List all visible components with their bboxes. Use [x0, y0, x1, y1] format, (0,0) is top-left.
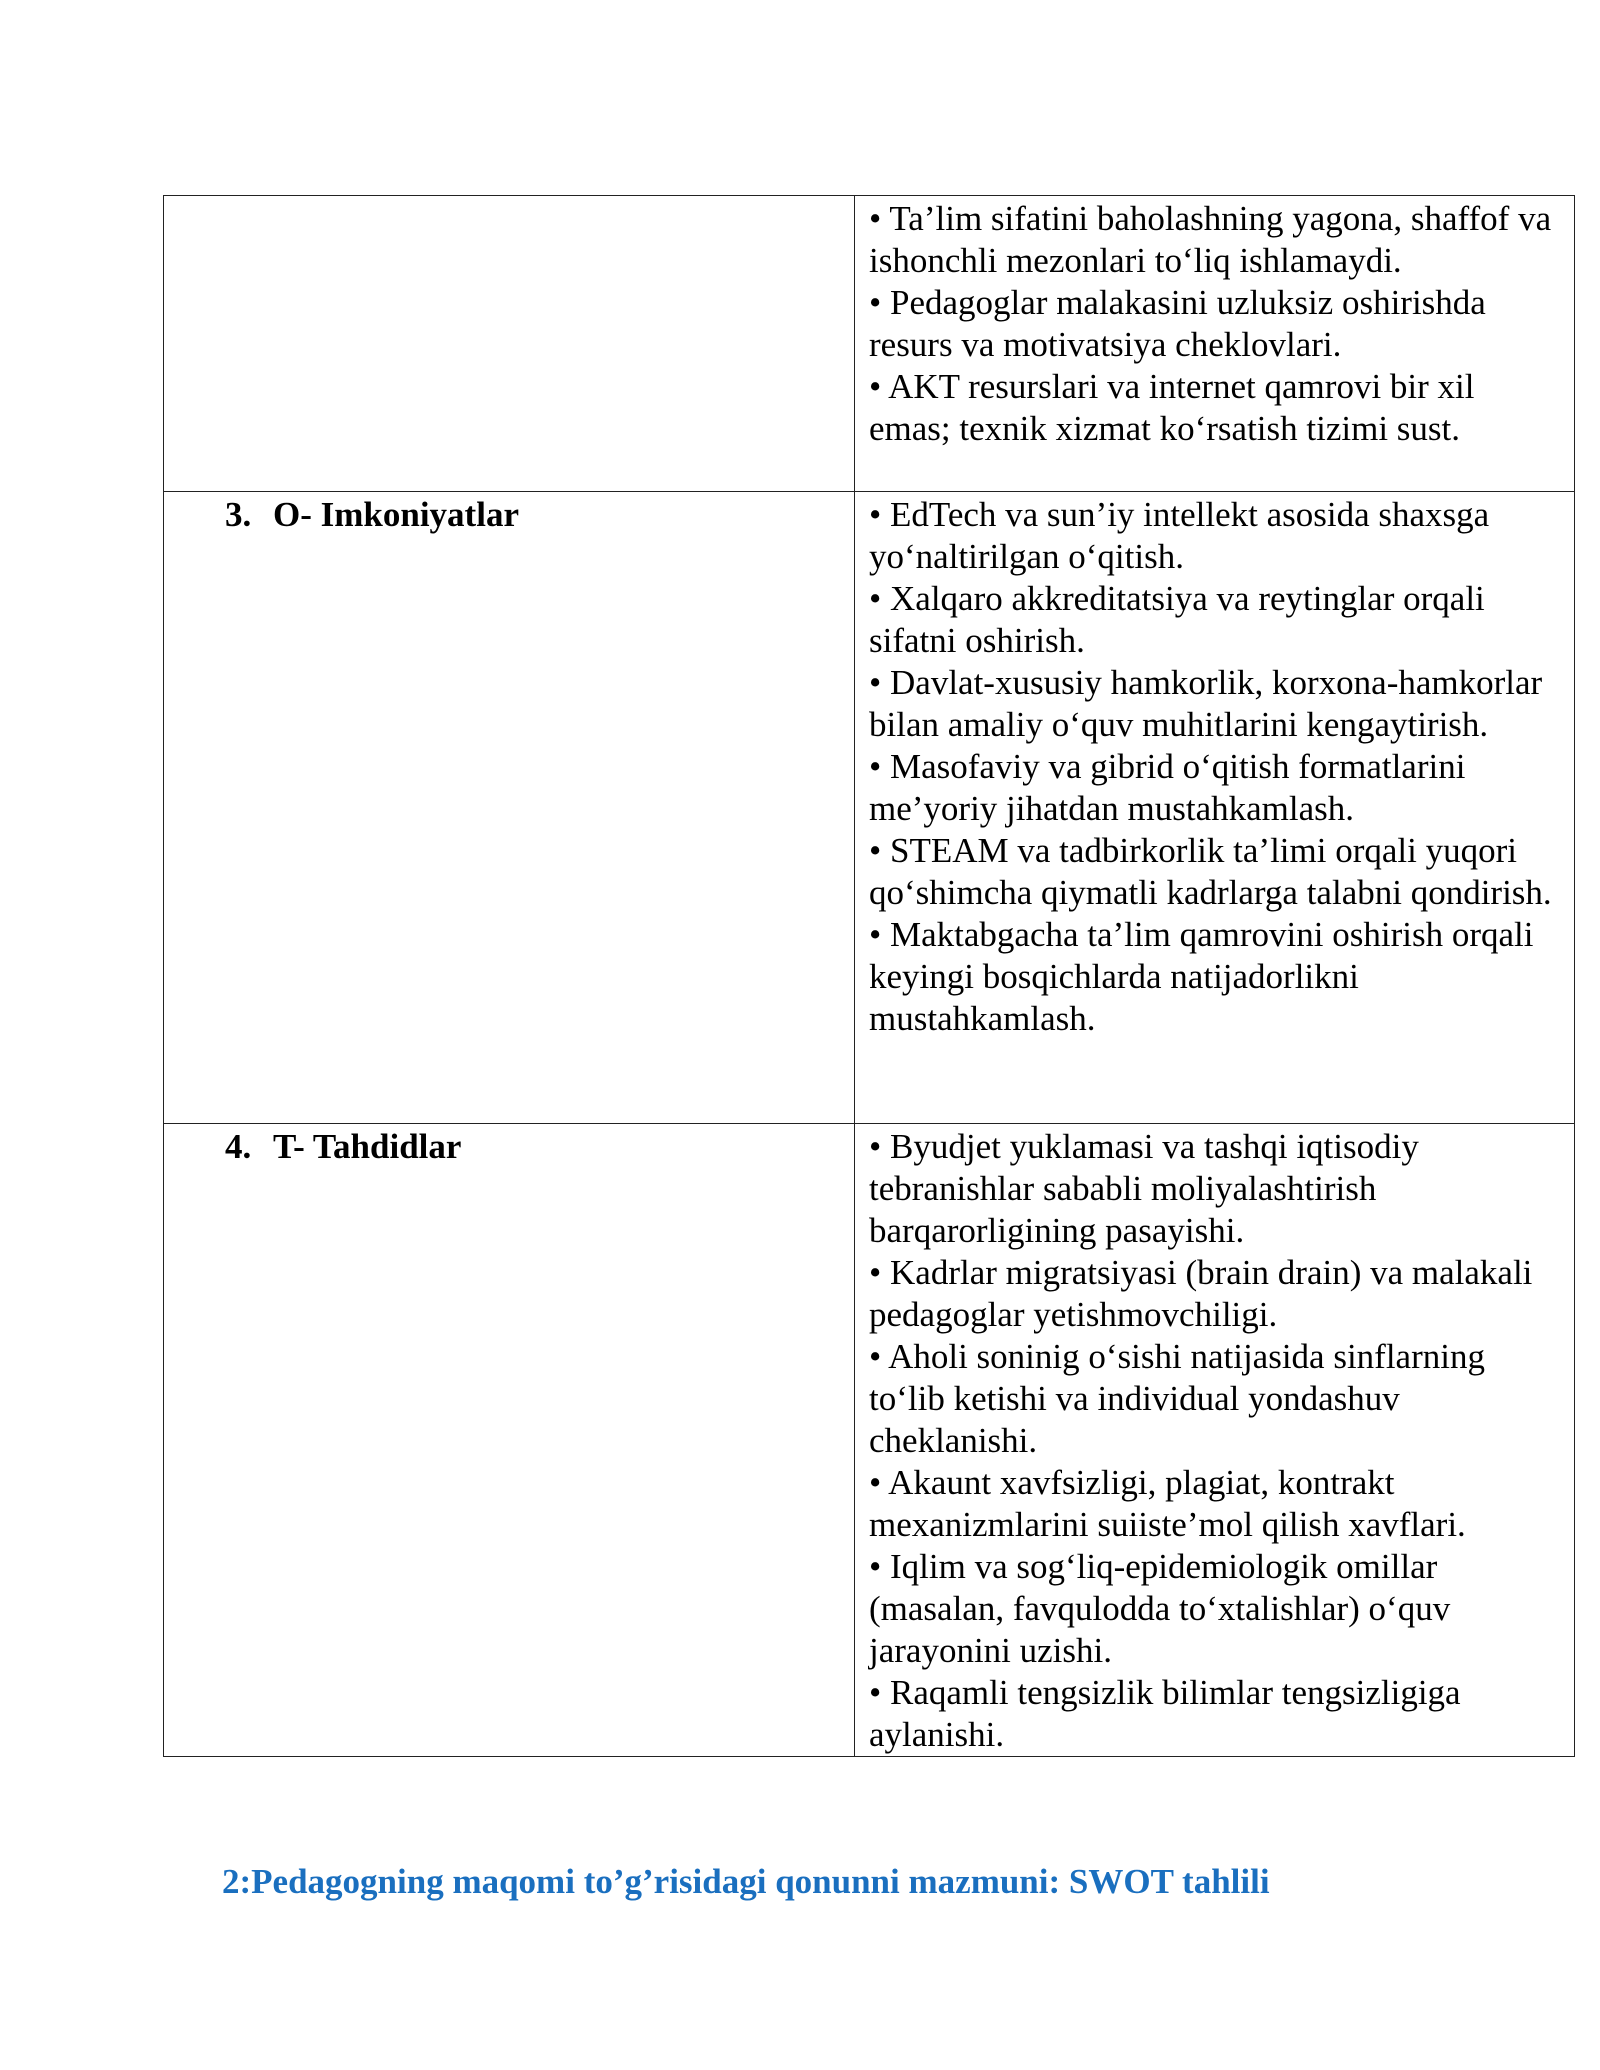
table-row-weaknesses-continued [164, 196, 1575, 492]
row-heading-number: 4. [225, 1127, 252, 1166]
list-item: • Masofaviy va gibrid o‘qitish formatlarini me’yoriy jihatdan mustahkamlash. [869, 747, 1466, 828]
row-heading-cell [164, 1124, 855, 1757]
table-row-threats [164, 1124, 1575, 1757]
row-heading-label: T- Tahdidlar [273, 1127, 462, 1166]
row-heading-label: O- Imkoniyatlar [273, 495, 519, 534]
list-item: • Xalqaro akkreditatsiya va reytinglar orqali sifatni oshirish. [869, 579, 1485, 660]
row-heading-threats [164, 1124, 854, 1168]
row-heading-number: 3. [225, 495, 252, 534]
row-content-cell [855, 492, 1575, 1124]
list-item: • Ta’lim sifatini baholashning yagona, shaffof va ishonchli mezonlari to‘liq ishlamaydi. [869, 199, 1552, 280]
list-item: • Iqlim va sog‘liq-epidemiologik omillar (masalan, favqulodda to‘xtalishlar) o‘quv jarayonini uzishi. [869, 1547, 1451, 1670]
swot-table [163, 195, 1575, 1757]
row-heading-cell [164, 492, 855, 1124]
row-heading-cell [164, 196, 855, 492]
list-item: • Akaunt xavfsizligi, plagiat, kontrakt mexanizmlarini suiiste’mol qilish xavflari. [869, 1463, 1466, 1544]
row-content-cell [855, 196, 1575, 492]
list-item: • AKT resurslari va internet qamrovi bir xil emas; texnik xizmat ko‘rsatish tizimi sust. [869, 367, 1475, 448]
list-item: • Maktabgacha ta’lim qamrovini oshirish orqali keyingi bosqichlarda natijadorlikni mustahkamlash. [869, 915, 1534, 1038]
list-item: • Raqamli tengsizlik bilimlar tengsizligiga aylanishi. [869, 1673, 1461, 1754]
list-item: • Pedagoglar malakasini uzluksiz oshirishda resurs va motivatsiya cheklovlari. [869, 283, 1486, 364]
list-item: • Kadrlar migratsiyasi (brain drain) va malakali pedagoglar yetishmovchiligi. [869, 1253, 1533, 1334]
row-heading-opportunities [164, 492, 854, 536]
list-item: • EdTech va sun’iy intellekt asosida shaxsga yo‘naltirilgan o‘qitish. [869, 495, 1490, 576]
table-row-opportunities [164, 492, 1575, 1124]
section-title: 2:Pedagogning maqomi to’g’risidagi qonunni mazmuni: SWOT tahlili [222, 1862, 1270, 1901]
list-item: • Byudjet yuklamasi va tashqi iqtisodiy tebranishlar sababli moliyalashtirish barqarorligining pasayishi. [869, 1127, 1419, 1250]
row-content-cell [855, 1124, 1575, 1757]
list-item: • Davlat-xususiy hamkorlik, korxona-hamkorlar bilan amaliy o‘quv muhitlarini kengaytirish. [869, 663, 1543, 744]
list-item: • STEAM va tadbirkorlik ta’limi orqali yuqori qo‘shimcha qiymatli kadrlarga talabni qondirish. [869, 831, 1552, 912]
list-item: • Aholi soninig o‘sishi natijasida sinflarning to‘lib ketishi va individual yondashuv cheklanishi. [869, 1337, 1485, 1460]
